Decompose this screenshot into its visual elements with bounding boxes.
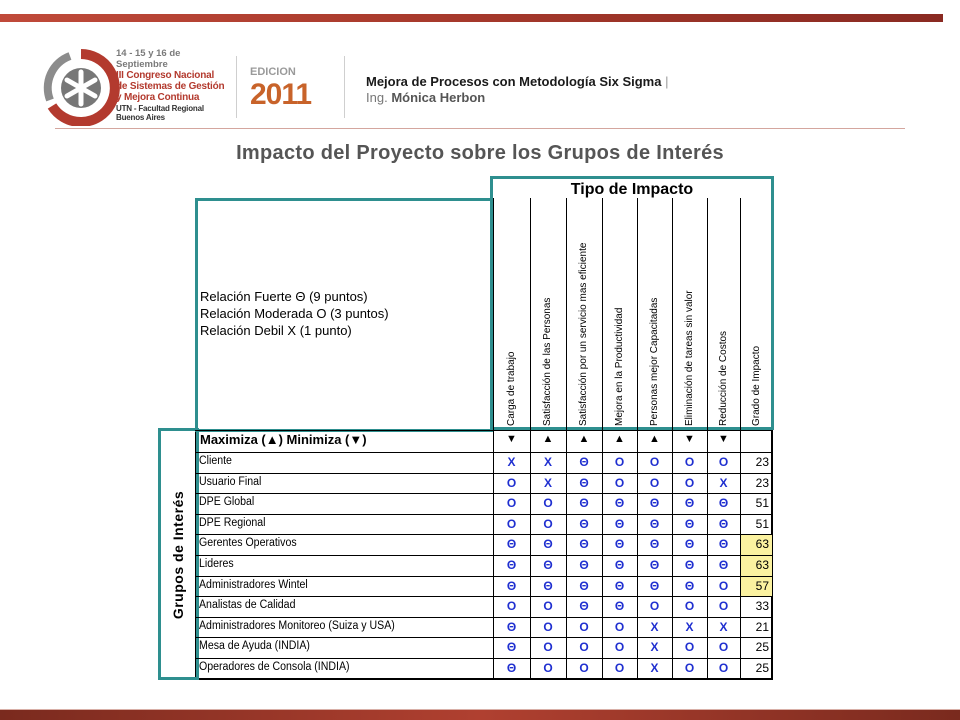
- direction-label: Maximiza (▲) Minimiza (▼): [200, 432, 367, 447]
- relation-cell: O: [649, 475, 660, 490]
- bottom-accent-bar: [0, 710, 960, 720]
- direction-arrow: ▼: [684, 433, 695, 445]
- impact-score: 63: [755, 558, 769, 572]
- relation-cell: O: [649, 455, 660, 469]
- relation-cell: O: [718, 455, 729, 469]
- row-divider: [195, 534, 773, 535]
- relation-cell: O: [684, 455, 695, 469]
- row-label: Usuario Final: [199, 475, 262, 488]
- relation-cell: Θ: [579, 455, 589, 469]
- row-label: Cliente: [199, 455, 232, 467]
- relation-cell: O: [543, 661, 553, 675]
- row-label: Administradores Monitoreo (Suiza y USA): [199, 619, 395, 632]
- relation-cell: Θ: [579, 537, 589, 552]
- relation-cell: Θ: [684, 558, 695, 572]
- column-header: Carga de trabajo: [505, 351, 517, 426]
- relation-cell: Θ: [579, 475, 589, 490]
- relation-cell: Θ: [684, 578, 695, 593]
- row-divider: [195, 658, 773, 659]
- row-divider: [195, 452, 773, 453]
- relation-cell: Θ: [614, 496, 625, 511]
- column-header: Eliminación de tareas sin valor: [683, 290, 695, 426]
- relation-cell: Θ: [718, 537, 729, 552]
- direction-arrow: ▲: [578, 433, 590, 445]
- edicion-year: 2011: [250, 78, 312, 111]
- relation-cell: O: [614, 475, 625, 490]
- relation-cell: Θ: [506, 640, 517, 655]
- row-label: Operadores de Consola (INDIA): [199, 661, 350, 673]
- row-divider: [195, 576, 773, 577]
- grupos-label-text: Grupos de Interés: [170, 490, 186, 620]
- relation-cell: Θ: [506, 558, 517, 572]
- relation-cell: Θ: [506, 619, 517, 634]
- relation-cell: X: [650, 619, 659, 634]
- relation-cell: O: [506, 599, 517, 614]
- row-divider: [195, 555, 773, 556]
- relation-cell: Θ: [649, 558, 660, 572]
- relation-cell: Θ: [579, 578, 589, 593]
- utn-logo: [40, 48, 122, 126]
- relation-cell: Θ: [579, 516, 589, 531]
- relation-cell: Θ: [506, 578, 517, 593]
- relation-cell: O: [614, 455, 625, 469]
- relation-cell: Θ: [543, 537, 553, 552]
- tipo-impacto-header: Tipo de Impacto: [490, 176, 774, 200]
- impact-score: 21: [755, 619, 769, 634]
- relation-cell: O: [543, 619, 553, 634]
- relation-cell: Θ: [543, 558, 553, 572]
- legend: [200, 288, 389, 339]
- row-label: Gerentes Operativos: [199, 537, 297, 550]
- row-label: Lideres: [199, 558, 234, 570]
- column-header: Grado de Impacto: [750, 345, 762, 426]
- relation-cell: Θ: [579, 496, 589, 511]
- impact-score: 23: [755, 475, 769, 490]
- relation-cell: Θ: [718, 558, 729, 572]
- relation-cell: Θ: [684, 537, 695, 552]
- speaker-name: Mónica Herbon: [391, 90, 486, 105]
- relation-cell: Θ: [649, 496, 660, 511]
- relation-cell: O: [543, 516, 553, 531]
- edicion-label: EDICION: [250, 66, 296, 78]
- impact-score: 25: [755, 640, 769, 655]
- relation-cell: Θ: [718, 496, 729, 511]
- relation-cell: X: [719, 619, 728, 634]
- relation-cell: X: [507, 455, 516, 469]
- row-label: Administradores Wintel: [199, 578, 308, 591]
- speaker-prefix: Ing.: [366, 90, 388, 105]
- column-header: Satisfacción por un servicio mas eficiente: [578, 242, 589, 426]
- row-label: Mesa de Ayuda (INDIA): [199, 640, 310, 653]
- relation-cell: O: [718, 661, 729, 675]
- title-separator: |: [665, 74, 669, 89]
- conference-dates: 14 - 15 y 16 de Septiembre: [116, 48, 181, 70]
- direction-arrow: ▲: [649, 433, 660, 445]
- row-divider: [195, 473, 773, 474]
- relation-cell: O: [718, 640, 729, 655]
- tipo-frame: [490, 176, 774, 430]
- row-divider: [195, 514, 773, 515]
- row-divider: [195, 637, 773, 638]
- relation-cell: X: [719, 475, 728, 490]
- direction-arrow: ▲: [542, 433, 554, 445]
- relation-cell: X: [650, 640, 659, 655]
- relation-cell: O: [506, 496, 517, 511]
- relation-cell: X: [543, 475, 552, 490]
- row-label: DPE Global: [199, 496, 255, 509]
- relation-cell: Θ: [579, 599, 589, 614]
- relation-cell: O: [649, 599, 660, 614]
- column-header: Reducción de Costos: [717, 330, 729, 426]
- conference-name: III Congreso Nacional de Sistemas de Gestión y Mejora Continua: [116, 70, 225, 103]
- relation-cell: Θ: [718, 516, 729, 531]
- legend-strong: Relación Fuerte Θ (9 puntos): [200, 289, 368, 304]
- header-divider: [236, 56, 237, 118]
- relation-cell: Θ: [649, 516, 660, 531]
- header-divider-2: [344, 56, 345, 118]
- impact-score: 23: [755, 455, 769, 469]
- relation-cell: O: [579, 661, 589, 675]
- row-divider: [195, 617, 773, 618]
- row-divider: [195, 430, 773, 431]
- column-header: Satisfacción de las Personas: [542, 297, 553, 426]
- impact-score: 33: [755, 599, 769, 614]
- legend-weak: Relación Debil X (1 punto): [200, 323, 352, 338]
- relation-cell: O: [684, 599, 695, 614]
- relation-cell: O: [614, 661, 625, 675]
- talk-title: [366, 74, 668, 89]
- relation-cell: O: [614, 619, 625, 634]
- relation-cell: Θ: [614, 599, 625, 614]
- relation-cell: Θ: [684, 496, 695, 511]
- legend-moderate: Relación Moderada O (3 puntos): [200, 306, 389, 321]
- talk-title-text: Mejora de Procesos con Metodología Six Sigma: [366, 74, 662, 89]
- relation-cell: O: [506, 516, 517, 531]
- top-accent-bar: [0, 14, 943, 22]
- relation-cell: O: [506, 475, 517, 490]
- conference-venue: UTN - Facultad Regional Buenos Aires: [116, 104, 204, 122]
- relation-cell: Θ: [649, 537, 660, 552]
- relation-cell: O: [543, 599, 553, 614]
- relation-cell: Θ: [614, 537, 625, 552]
- relation-cell: X: [650, 661, 659, 675]
- header-rule: [55, 128, 905, 129]
- row-divider: [195, 493, 773, 494]
- relation-cell: O: [718, 578, 729, 593]
- relation-cell: Θ: [506, 537, 517, 552]
- relation-cell: X: [685, 619, 694, 634]
- relation-cell: O: [718, 599, 729, 614]
- impact-score: 51: [755, 516, 769, 531]
- impact-score: 51: [755, 496, 769, 511]
- slide-title: Impacto del Proyecto sobre los Grupos de Interés: [236, 142, 724, 164]
- relation-cell: O: [579, 619, 589, 634]
- row-label: DPE Regional: [199, 516, 266, 529]
- relation-cell: Θ: [684, 516, 695, 531]
- direction-arrow: ▼: [718, 433, 729, 445]
- relation-cell: O: [614, 640, 625, 655]
- relation-cell: O: [684, 475, 695, 490]
- relation-cell: O: [684, 661, 695, 675]
- column-header: Mejora en la Productividad: [613, 307, 625, 426]
- row-divider: [195, 596, 773, 597]
- relation-cell: Θ: [543, 578, 553, 593]
- direction-arrow: ▲: [614, 433, 625, 445]
- relation-cell: Θ: [614, 516, 625, 531]
- relation-cell: X: [543, 455, 552, 469]
- relation-cell: O: [543, 496, 553, 511]
- relation-cell: Θ: [506, 661, 517, 675]
- speaker: [366, 90, 485, 105]
- relation-cell: Θ: [649, 578, 660, 593]
- impact-score: 25: [755, 661, 769, 675]
- relation-cell: O: [579, 640, 589, 655]
- relation-cell: O: [684, 640, 695, 655]
- relation-cell: Θ: [614, 578, 625, 593]
- relation-cell: Θ: [579, 558, 589, 572]
- direction-arrow: ▼: [506, 433, 517, 445]
- conference-info: [116, 48, 226, 122]
- grupos-label: [160, 430, 196, 680]
- column-header: Personas mejor Capacitadas: [648, 297, 660, 426]
- impact-score: 57: [755, 578, 769, 593]
- relation-cell: O: [543, 640, 553, 655]
- impact-score: 63: [755, 537, 769, 552]
- relation-cell: Θ: [614, 558, 625, 572]
- row-label: Analistas de Calidad: [199, 599, 296, 612]
